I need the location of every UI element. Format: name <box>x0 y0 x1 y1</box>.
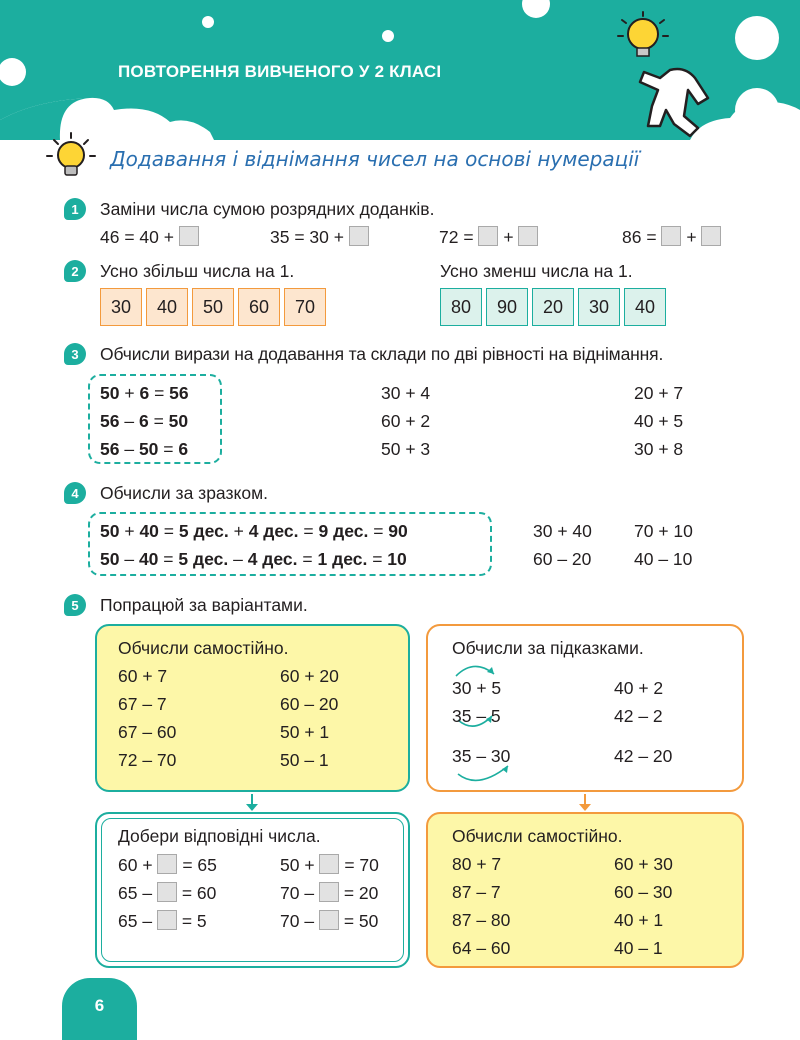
box-title: Обчисли самостійно. <box>118 638 289 658</box>
expression: 40 + 5 <box>634 411 684 431</box>
number-box: 50 <box>192 288 234 326</box>
lightbulb-icon <box>44 130 106 178</box>
expression: 50 – 1 <box>280 750 329 770</box>
expression: 67 – 7 <box>118 694 167 714</box>
expression: 42 – 20 <box>614 746 673 766</box>
fill-in-equation: 50 + = 70 <box>280 855 379 875</box>
answer-box[interactable] <box>319 882 339 902</box>
answer-box[interactable] <box>319 854 339 874</box>
number-box: 20 <box>532 288 574 326</box>
section-title: Додавання і віднімання чисел на основі нумерації <box>110 147 640 171</box>
number-box: 60 <box>238 288 280 326</box>
answer-box[interactable] <box>518 226 538 246</box>
number-box: 80 <box>440 288 482 326</box>
example-row-1: 50 + 40 = 5 дес. + 4 дес. = 9 дес. = 90 <box>100 521 408 541</box>
expression: 40 + 2 <box>614 678 664 698</box>
task-number-1: 1 <box>64 198 86 220</box>
plus-sign: + <box>503 227 514 247</box>
example-row-1: 50 + 6 = 56 <box>100 383 189 403</box>
task-2-left-instruction: Усно збільш числа на 1. <box>100 261 295 281</box>
box-title: Обчисли за підказками. <box>452 638 644 658</box>
box-title: Добери відповідні числа. <box>118 826 321 846</box>
expression: 72 – 70 <box>118 750 177 770</box>
task-number-5: 5 <box>64 594 86 616</box>
box-title: Обчисли самостійно. <box>452 826 623 846</box>
task-1-item-3-text: 72 = <box>439 227 474 247</box>
task-1-item-2-text: 35 = 30 + <box>270 227 344 247</box>
chapter-title: ПОВТОРЕННЯ ВИВЧЕНОГО У 2 КЛАСІ <box>118 62 442 81</box>
expression: 40 – 1 <box>614 938 663 958</box>
answer-box[interactable] <box>157 854 177 874</box>
expression: 20 + 7 <box>634 383 684 403</box>
number-box: 90 <box>486 288 528 326</box>
expression: 87 – 7 <box>452 882 501 902</box>
expression: 30 + 5 <box>452 678 502 698</box>
expression: 30 + 4 <box>381 383 431 403</box>
task-4-instruction: Обчисли за зразком. <box>100 483 268 503</box>
increase-numbers-row <box>100 288 326 326</box>
task-5-instruction: Попрацюй за варіантами. <box>100 595 308 615</box>
task-number-2: 2 <box>64 260 86 282</box>
task-1-item-3 <box>439 226 538 248</box>
number-box: 70 <box>284 288 326 326</box>
expression: 60 + 7 <box>118 666 168 686</box>
page-number: 6 <box>94 996 105 1015</box>
arrow-down-icon <box>242 794 262 814</box>
expression: 30 + 40 <box>533 521 592 541</box>
task-1-item-4-text: 86 = <box>622 227 657 247</box>
expression: 64 – 60 <box>452 938 511 958</box>
fill-in-equation: 70 – = 50 <box>280 911 379 931</box>
number-box: 30 <box>100 288 142 326</box>
task-1-item-4 <box>622 226 721 248</box>
answer-box[interactable] <box>179 226 199 246</box>
expression: 87 – 80 <box>452 910 511 930</box>
task-number-3: 3 <box>64 343 86 365</box>
fill-in-equation: 70 – = 20 <box>280 883 379 903</box>
variant-box-self-calc-2 <box>426 812 744 968</box>
number-box: 30 <box>578 288 620 326</box>
decrease-numbers-row <box>440 288 666 326</box>
task-1-item-1 <box>100 226 199 248</box>
task-1-instruction: Заміни числа сумою розрядних доданків. <box>100 199 435 219</box>
example-row-2: 50 – 40 = 5 дес. – 4 дес. = 1 дес. = 10 <box>100 549 407 569</box>
expression: 40 + 1 <box>614 910 664 930</box>
answer-box[interactable] <box>701 226 721 246</box>
task-2-right-instruction: Усно зменш числа на 1. <box>440 261 633 281</box>
expression: 67 – 60 <box>118 722 177 742</box>
expression: 35 – 5 <box>452 706 501 726</box>
expression: 60 + 30 <box>614 854 673 874</box>
task-1-item-2 <box>270 226 369 248</box>
expression: 80 + 7 <box>452 854 502 874</box>
expression: 60 – 30 <box>614 882 673 902</box>
expression: 35 – 30 <box>452 746 511 766</box>
fill-in-equation: 65 – = 60 <box>118 883 217 903</box>
expression: 50 + 1 <box>280 722 330 742</box>
expression: 60 – 20 <box>280 694 339 714</box>
answer-box[interactable] <box>157 910 177 930</box>
variant-box-find-numbers <box>95 812 410 968</box>
expression: 60 – 20 <box>533 549 592 569</box>
answer-box[interactable] <box>349 226 369 246</box>
mascot-figure-icon <box>600 8 720 138</box>
answer-box[interactable] <box>478 226 498 246</box>
fill-in-equation: 65 – = 5 <box>118 911 207 931</box>
task-1-item-1-text: 46 = 40 + <box>100 227 174 247</box>
example-row-3: 56 – 50 = 6 <box>100 439 189 459</box>
answer-box[interactable] <box>319 910 339 930</box>
arrow-down-icon <box>575 794 595 814</box>
expression: 42 – 2 <box>614 706 663 726</box>
answer-box[interactable] <box>661 226 681 246</box>
task-3-instruction: Обчисли вирази на додавання та склади по дві рівності на віднімання. <box>100 344 664 364</box>
variant-box-self-calc <box>95 624 410 792</box>
plus-sign: + <box>686 227 697 247</box>
task-number-4: 4 <box>64 482 86 504</box>
expression: 40 – 10 <box>634 549 693 569</box>
expression: 70 + 10 <box>634 521 693 541</box>
answer-box[interactable] <box>157 882 177 902</box>
variant-box-hints <box>426 624 744 792</box>
example-row-2: 56 – 6 = 50 <box>100 411 189 431</box>
expression: 60 + 20 <box>280 666 339 686</box>
number-box: 40 <box>624 288 666 326</box>
page-number-tab <box>62 978 137 1040</box>
fill-in-equation: 60 + = 65 <box>118 855 217 875</box>
number-box: 40 <box>146 288 188 326</box>
expression: 30 + 8 <box>634 439 684 459</box>
expression: 50 + 3 <box>381 439 431 459</box>
expression: 60 + 2 <box>381 411 431 431</box>
